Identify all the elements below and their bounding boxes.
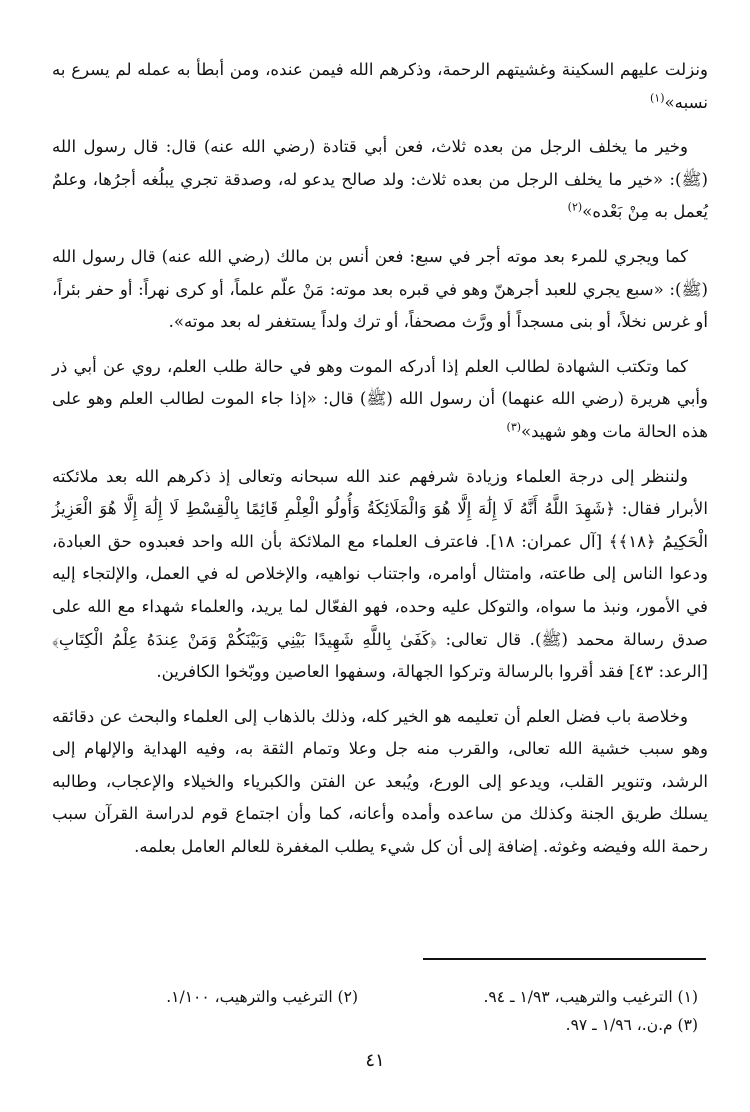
paragraph-6-text: وخلاصة باب فضل العلم أن تعليمه هو الخير كله، وذلك بالذهاب إلى العلماء والبحث عن دقائقه وهو سبب خشية الله تعالى، والقرب منه جل وعلا وتمام الثقة به، وفيه الهداية والإلهام إلى الرشد، وتنوير القلب، ويدعو إلى الورع، ويُبعد عن الفتن والكبرياء والخيلاء والإعجاب، وطالبه يسلك طريق الجنة وكذلك من ساعده وأمده وأعانه، كما وأن اجتماع قوم لدراسة القرآن سبب رحمة الله وفيضه وغوثه. إضافة إلى أن كل شيء يطلب المغفرة للعالم العامل بعلمه. [52,706,708,857]
footnote-ref-2: (٢) [567,200,583,214]
paragraph-4 [52,351,708,449]
footnote-3: (٣) م.ن.، ١/٩٦ ـ ٩٧. [565,1016,698,1034]
paragraph-5-text: ولننظر إلى درجة العلماء وزيادة شرفهم عند الله سبحانه وتعالى إذ ذكرهم الله بعد ملائكته الأبرار فقال: ﴿شَهِدَ اللَّهُ أَنَّهُ لَا إِلَٰهَ إِلَّا هُوَ وَالْمَلَائِكَةُ وَأُولُو الْعِلْمِ قَائِمًا بِالْقِسْطِ لَا إِلَٰهَ إِلَّا هُوَ الْعَزِيزُ الْحَكِيمُ ﴿١٨﴾﴾ [آل عمران: ١٨]. فاعترف العلماء مع الملائكة بأن الله واحد فعبدوه حق العبادة، ودعوا الناس إلى طاعته، وامتثال أوامره، واجتناب نواهيه، والإخلاص له في العمل، والإلتجاء إليه في الأمور، ونبذ ما سواه، والتوكل عليه وحده، فهو الفعّال لما يريد، والعلماء شهداء مع الله على صدق رسالة محمد (ﷺ). قال تعالى: ﴿كَفَىٰ بِاللَّهِ شَهِيدًا بَيْنِي وَبَيْنَكُمْ وَمَنْ عِندَهُ عِلْمُ الْكِتَابِ﴾ [الرعد: ٤٣] فقد أقروا بالرسالة وتركوا الجهالة، وسفهوا العاصين ووبّخوا الكافرين. [52,466,708,682]
paragraph-6 [52,701,708,864]
paragraph-2-text: وخير ما يخلف الرجل من بعده ثلاث، فعن أبي قتادة (رضي الله عنه) قال: قال رسول الله (ﷺ): «خير ما يخلف الرجل من بعده ثلاث: ولد صالح يدعو له، وصدقة تجري يبلُغه أجرُها، وعلمٌ يُعمل به مِنْ بَعْده» [52,137,708,222]
footnote-ref-3: (٣) [506,420,522,434]
paragraph-1-text: ونزلت عليهم السكينة وغشيتهم الرحمة، وذكرهم الله فيمن عنده، ومن أبطأ به عمله لم يسرع به نسبه» [52,60,708,112]
paragraph-4-text: كما وتكتب الشهادة لطالب العلم إذا أدركه الموت وهو في حالة طلب العلم، روي عن أبي ذر وأبي هريرة (رضي الله عنهما) أن رسول الله (ﷺ) قال: «إذا جاء الموت لطالب العلم وهو على هذه الحالة مات وهو شهيد» [52,356,708,441]
footnote-1: (١) الترغيب والترهيب، ١/٩٣ ـ ٩٤. [483,988,698,1006]
page-number: ٤١ [365,1050,385,1071]
paragraph-3 [52,241,708,339]
footnote-separator [423,958,706,960]
footnote-row-2 [98,1011,698,1039]
footnote-2: (٢) الترغيب والترهيب، ١/١٠٠. [166,988,358,1006]
paragraph-1 [52,54,708,119]
paragraph-2 [52,131,708,229]
paragraph-5 [52,461,708,689]
footnote-ref-1: (١) [650,91,665,105]
paragraph-3-text: كما ويجري للمرء بعد موته أجر في سبع: فعن أنس بن مالك (رضي الله عنه) قال رسول الله (ﷺ): «سبع يجري للعبد أجرهنّ وهو في قبره بعد موته: مَنْ علّم علماً، أو كرى نهراً: أو حفر بئراً، أو غرس نخلاً، أو بنى مسجداً أو ورَّث مصحفاً، أو ترك ولداً يستغفر له بعد موته». [52,246,708,332]
footnotes [98,983,698,1047]
main-text [52,54,708,876]
footnote-row-1 [98,983,698,1011]
